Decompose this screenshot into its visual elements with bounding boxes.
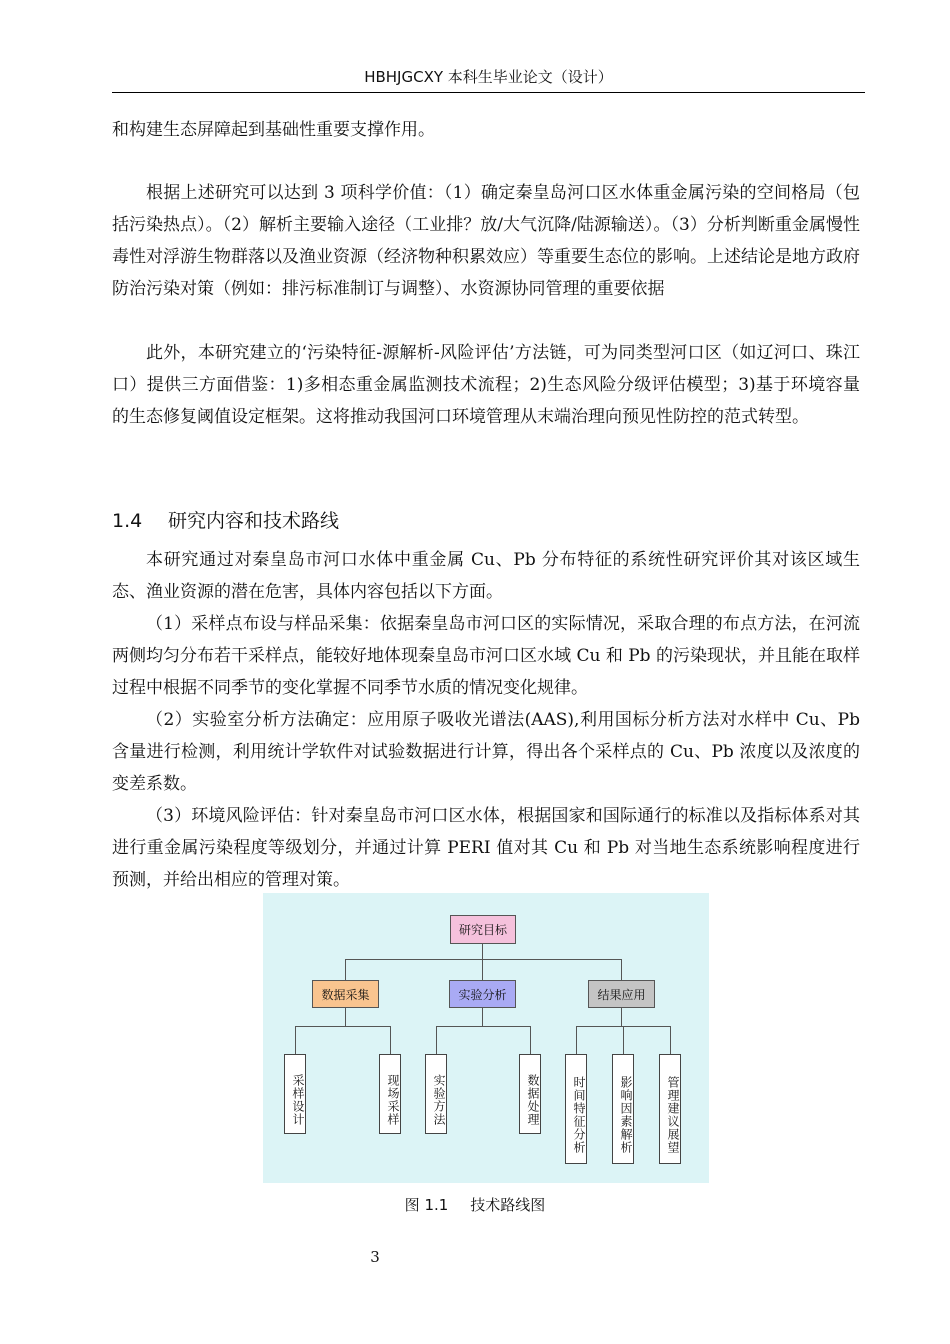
section-title: 研究内容和技术路线 [168, 510, 340, 532]
connector-line [576, 1026, 577, 1054]
root-node: 研究目标 [450, 915, 516, 944]
paragraph-intro-end: 和构建生态屏障起到基础性重要支撑作用。 [112, 120, 435, 140]
connector-line [436, 1026, 437, 1054]
paragraph-research-content: 本研究通过对秦皇岛市河口水体中重金属 Cu、Pb 分布特征的系统性研究评价其对该区域生态、渔业资源的潜在危害，具体内容包括以下方面。 [112, 550, 860, 602]
connector-line [345, 1008, 346, 1027]
page-header [112, 66, 865, 93]
connector-line [482, 944, 483, 960]
leaf-node-factor-analysis: 影响因素解析 [612, 1054, 634, 1164]
paragraph-sampling: （1）采样点布设与样品采集：依据秦皇岛市河口区的实际情况，采取合理的布点方法，在河流两侧均匀分布若干采样点，能较好地体现秦皇岛市河口区水域 Cu 和 Pb 的污染现状，并且能在取样过程中根据不同季节的变化掌握不同季节水质的情况变化规律。 [112, 614, 860, 698]
section-number: 1.4 [112, 510, 143, 532]
leaf-node-experimental-method: 实验方法 [425, 1054, 447, 1134]
figure-caption-number: 图 1.1 [404, 1196, 449, 1214]
paragraph-lab-analysis: （2）实验室分析方法确定：应用原子吸收光谱法(AAS),利用国标分析方法对水样中 Cu、Pb 含量进行检测，利用统计学软件对试验数据进行计算，得出各个采样点的 Cu、Pb 浓度以及浓度的变差系数。 [112, 710, 860, 794]
leaf-node-data-processing: 数据处理 [519, 1054, 541, 1134]
leaf-node-field-sampling: 现场采样 [379, 1054, 401, 1134]
connector-line [670, 1026, 671, 1054]
leaf-node-temporal-analysis: 时间特征分析 [565, 1054, 587, 1164]
connector-line [530, 1026, 531, 1054]
connector-line [621, 959, 622, 980]
paragraph-risk-assessment: （3）环境风险评估：针对秦皇岛市河口区水体，根据国家和国际通行的标准以及指标体系对其进行重金属污染程度等级划分，并通过计算 PERI 值对其 Cu 和 Pb 对当地生态系统影响程度进行预测，并给出相应的管理对策。 [112, 806, 860, 890]
section-heading [112, 507, 339, 535]
branch-node-data-collection: 数据采集 [312, 980, 379, 1008]
technical-roadmap-diagram [263, 893, 709, 1183]
page-number: 3 [370, 1248, 380, 1266]
connector-line [621, 1008, 622, 1027]
branch-node-lab-analysis: 实验分析 [449, 980, 516, 1008]
connector-line [345, 959, 346, 980]
connector-line [623, 1026, 624, 1054]
branch-node-result-application: 结果应用 [588, 980, 655, 1008]
connector-line [482, 1008, 483, 1027]
paragraph-methodology-reference: 此外，本研究建立的‘污染特征-源解析-风险评估’方法链，可为同类型河口区（如辽河口、珠江口）提供三方面借鉴：1)多相态重金属监测技术流程；2)生态风险分级评估模型；3)基于环境容量的生态修复阈值设定框架。这将推动我国河口环境管理从末端治理向预见性防控的范式转型。 [112, 343, 860, 427]
connector-line [390, 1026, 391, 1054]
connector-line [436, 1026, 531, 1027]
connector-line [295, 1026, 296, 1054]
figure-caption [0, 1193, 950, 1217]
leaf-node-management-suggestions: 管理建议展望 [659, 1054, 681, 1164]
figure-caption-title: 技术路线图 [470, 1196, 546, 1214]
connector-line [482, 959, 483, 980]
connector-line [295, 1026, 391, 1027]
paragraph-scientific-value: 根据上述研究可以达到 3 项科学价值：（1）确定秦皇岛河口区水体重金属污染的空间格局（包括污染热点）。（2）解析主要输入途径（工业排？放/大气沉降/陆源输送）。（3）分析判断重金属慢性毒性对浮游生物群落以及渔业资源（经济物种积累效应）等重要生态位的影响。上述结论是地方政府防治污染对策（例如：排污标准制订与调整）、水资源协同管理的重要依据 [112, 183, 860, 299]
leaf-node-sampling-design: 采样设计 [284, 1054, 306, 1134]
header-title: HBHJGCXY 本科生毕业论文（设计） [364, 68, 613, 86]
